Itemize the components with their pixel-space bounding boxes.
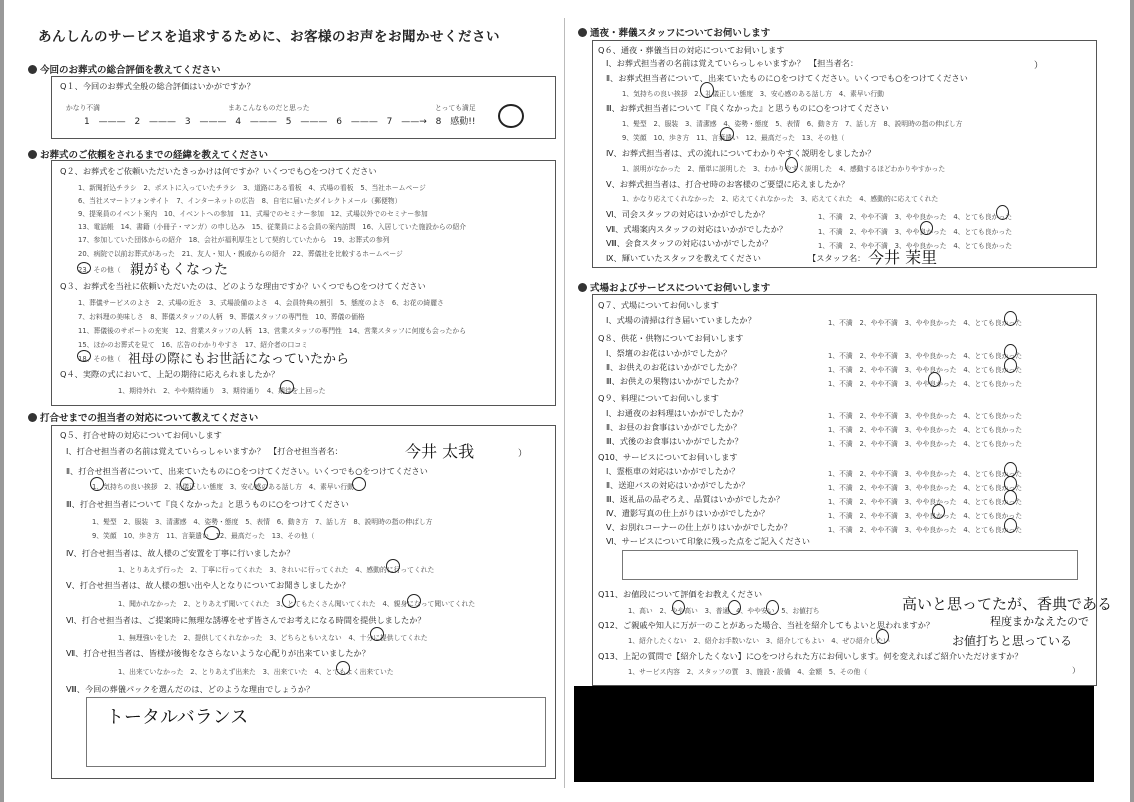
q6-ix-text: Ⅸ、輝いていたスタッフを教えてください [606,253,761,263]
q9-i-scale[interactable]: 1、不満 2、やや不満 3、やや良かった 4、とても良かった [828,412,1023,420]
q10-vi-answer-box[interactable] [622,550,1078,580]
q10-iii-text: Ⅲ、返礼品の品ぞろえ、品質はいかがでしたか？ [606,494,785,504]
q7-i-text: Ⅰ、式場の清掃は行き届いていましたか？ [606,315,756,325]
q8-i-circle [1004,344,1017,359]
q11-circle-3 [766,600,779,615]
q5-viii-text: Ⅷ、今回の葬儀パックを選んだのは、どのような理由でしょうか？ [66,684,315,694]
q7-i-scale[interactable]: 1、不満 2、やや不満 3、やや良かった 4、とても良かった [828,319,1023,327]
q6-iii-text: Ⅲ、お葬式担当者について『良くなかった』と思うものに○をつけてください [606,103,889,113]
section-request-label: お葬式のご依頼をされるまでの経緯を教えてください [40,150,269,161]
q10-v-text: Ⅴ、お別れコーナーの仕上がりはいかがでしたか？ [606,522,792,532]
q13-options[interactable]: 1、サービス内容 2、スタッフの質 3、施設・設備 4、金額 5、その他（ [628,668,868,676]
q6-viii-text: Ⅷ、会食スタッフの対応はいかがでしたか？ [606,238,773,248]
q6-iv-circle [785,157,798,173]
q1-answer-circle [498,104,524,128]
q9-i-text: Ⅰ、お通夜のお料理はいかがでしたか？ [606,408,748,418]
q10-text: Q10、サービスについてお伺いします [598,452,738,462]
q10-ii-scale[interactable]: 1、不満 2、やや不満 3、やや良かった 4、とても良かった [828,484,1023,492]
q2-options-1[interactable]: 1、新聞折込チラシ 2、ポストに入っていたチラシ 3、道路にある看板 4、式場の看板 5、当社ホームページ [78,184,426,192]
q7-text: Q７、式場についてお伺いします [598,300,719,310]
q6-ix-handwritten: 今井 茉里 [868,248,938,267]
section-request [28,147,268,161]
q5-iii-text: Ⅲ、打合せ担当者について『良くなかった』と思うものに○をつけてください [66,499,349,509]
q5-vi-options[interactable]: 1、無理強いをした 2、提供してくれなかった 3、どちらともいえない 4、十分に提供してくれた [118,634,428,642]
q5-iv-text: Ⅳ、打合せ担当者は、故人様のご安置を丁寧に行いましたか？ [66,548,295,558]
q4-text: Q４、実際の式において、上記の期待に応えられましたか？ [60,369,280,379]
q6-vii-circle [920,221,933,235]
q13-close: ） [1072,666,1080,675]
q2-options-2[interactable]: 6、当社スマートフォンサイト 7、インターネットの広告 8、自宅に届いたダイレクトメール（郵便物） [78,197,402,205]
q6-text: Q６、通夜・葬儀当日の対応についてお伺いします [598,45,785,55]
bullet-icon [28,150,37,159]
q8-i-text: Ⅰ、祭壇のお花はいかがでしたか？ [606,348,732,358]
q5-vii-text: Ⅶ、打合せ担当者は、皆様が後悔をなさらないような心配りが出来ていましたか？ [66,648,370,658]
q5-vii-options[interactable]: 1、出来ていなかった 2、とりあえず出来た 3、出来ていた 4、とてもよく出来ていた [118,668,394,676]
q11-options[interactable]: 1、高い 2、やや高い 3、普通 4、やや安い 5、お値打ち [628,607,820,615]
q9-iii-scale[interactable]: 1、不満 2、やや不満 3、やや良かった 4、とても良かった [828,440,1023,448]
q5-iii-circle [204,526,220,540]
q5-iv-options[interactable]: 1、とりあえず行った 2、丁寧に行ってくれた 3、きれいに行ってくれた 4、感動的に行ってくれた [118,566,435,574]
q8-ii-text: Ⅱ、お供えのお花はいかがでしたか？ [606,362,742,372]
section-staff-label: 通夜・葬儀スタッフについてお伺いします [590,28,771,39]
q13-text: Q13、上記の質問で【紹介したくない】に○をつけられた方にお伺いします。何を変えればご紹介いただけますか？ [598,651,1023,661]
q1-scale-mid: まあこんなものだと思った [228,104,310,112]
q5-v-options[interactable]: 1、聞かれなかった 2、とりあえず聞いてくれた 3、とてもたくさん聞いてくれた 4、親身になって聞いてくれた [118,600,476,608]
q5-ii-options[interactable]: 1、気持ちの良い挨拶 2、礼儀正しい態度 3、安心感のある話し方 4、素早い行動 [92,483,354,491]
q1-scale-high: とっても満足 [435,104,476,112]
q5-vi-text: Ⅵ、打合せ担当者は、ご提案時に無理な誘導をせず皆さんでお考えになる時間を提供しましたか？ [66,615,426,625]
q5-ii-text: Ⅱ、打合せ担当者について、出来ていたものに○をつけてください。いくつでも○をつけてください [66,466,428,476]
section-overall [28,62,221,76]
q8-text: Q８、供花・供物についてお伺いします [598,333,744,343]
scan-edge-left [0,0,4,802]
q2-options-3[interactable]: 9、提案員のイベント案内 10、イベントへの参加 11、式場でのセミナー参加 12、式場以外でのセミナー参加 [78,210,428,218]
q2-answer-circle [77,262,91,274]
section-venue-label: 式場およびサービスについてお伺いします [590,283,771,294]
q10-iv-text: Ⅳ、遺影写真の仕上がりはいかがでしたか？ [606,508,770,518]
q12-circle [876,629,889,644]
q6-ii-text: Ⅱ、お葬式担当者について、出来ていたものに○をつけてください。いくつでも○をつけてください [606,73,968,83]
section-staff [578,25,770,39]
q11-text: Q11、お値段について評価をお教えください [598,589,763,599]
q6-vii-scale[interactable]: 1、不満 2、やや不満 3、やや良かった 4、とても良かった [818,228,1013,236]
q8-i-scale[interactable]: 1、不満 2、やや不満 3、やや良かった 4、とても良かった [828,352,1023,360]
bullet-icon [578,28,587,37]
q5-iv-circle [386,559,400,573]
q1-text: Q１、今回のお葬式全般の総合評価はいかがですか？ [60,81,255,91]
q6-vii-text: Ⅶ、式場案内スタッフの対応はいかがでしたか？ [606,224,788,234]
q6-vi-scale[interactable]: 1、不満 2、やや不満 3、やや良かった 4、とても良かった [818,213,1013,221]
q10-i-scale[interactable]: 1、不満 2、やや不満 3、やや良かった 4、とても良かった [828,470,1023,478]
q12-handwritten-1: 程度まかなえたので [990,615,1089,628]
q5-iii-options-2[interactable]: 9、笑顔 10、歩き方 11、言葉遣い 12、最高だった 13、その他（ [92,532,315,540]
q8-iii-text: Ⅲ、お供えの果物はいかがでしたか？ [606,376,743,386]
q10-iv-scale[interactable]: 1、不満 2、やや不満 3、やや良かった 4、とても良かった [828,512,1023,520]
q6-iii-options-1[interactable]: 1、髪型 2、服装 3、清潔感 4、姿勢・態度 5、表情 6、動き方 7、話し方 8、説明時の指の伸ばし方 [622,120,963,128]
q5-ii-circle-1 [90,477,104,491]
q6-ii-circle [700,82,714,98]
q9-text: Q９、料理についてお伺いします [598,393,719,403]
q5-v-circle-1 [282,594,296,608]
q5-ii-circle-4 [352,477,366,491]
q6-ii-options[interactable]: 1、気持ちの良い挨拶 2、礼儀正しい態度 3、安心感のある話し方 4、素早い行動 [622,90,884,98]
q5-i-close: ） [518,449,528,459]
q5-vi-circle [370,627,384,641]
section-venue [578,280,770,294]
q10-i-circle [1004,462,1017,477]
q4-answer-circle [280,380,294,394]
q10-ii-circle [1004,476,1017,491]
q10-ii-text: Ⅱ、送迎バスの対応はいかがでしたか？ [606,480,750,490]
q2-options-5[interactable]: 17、参加していた団体からの紹介 18、会社が福利厚生として契約していたから 19、お葬式の参列 [78,236,390,244]
q8-ii-circle [1004,358,1017,373]
q1-scale[interactable]: 1 ——— 2 ——— 3 ——— 4 ——— 5 ——— 6 ——— 7 ——→ 8 感動!! [84,117,476,127]
bullet-icon [28,413,37,422]
q8-iii-scale[interactable]: 1、不満 2、やや不満 3、やや良かった 4、とても良かった [828,380,1023,388]
q6-i-text: Ⅰ、お葬式担当者の名前は覚えていらっしゃいますか？ 【担当者名： [606,58,859,68]
section-planner [28,410,258,424]
q5-ii-circle-2 [180,477,194,491]
q5-v-circle-2 [407,594,421,608]
q10-iii-circle [1004,490,1017,505]
section-planner-label: 打合せまでの担当者の対応について教えてください [40,413,259,424]
section-overall-label: 今回のお葬式の総合評価を教えてください [40,65,221,76]
q3-options-3[interactable]: 11、葬儀後のサポートの充実 12、営業スタッフの人柄 13、営業スタッフの専門性 14、営業スタッフに何度も会ったから [78,327,467,335]
q6-iv-options[interactable]: 1、説明がなかった 2、簡単に説明した 3、わかりやすく説明した 4、感動するほどわかりやすかった [622,165,946,173]
bullet-icon [28,65,37,74]
q6-iii-options-2[interactable]: 9、笑顔 10、歩き方 11、言葉遣い 12、最高だった 13、その他（ [622,134,845,142]
q5-ii-circle-3 [254,477,268,491]
q6-i-close: ） [1034,61,1044,71]
q11-handwritten: 高いと思ってたが、香典である [902,595,1113,613]
q5-iii-options-1[interactable]: 1、髪型 2、服装 3、清潔感 4、姿勢・態度 5、表情 6、動き方 7、話し方 8、説明時の指の伸ばし方 [92,518,433,526]
q2-text: Q２、お葬式をご依頼いただいたきっかけは何ですか？いくつでも○をつけてください [60,166,377,176]
scan-edge-right [1130,0,1134,802]
q2-options-4[interactable]: 13、電話帳 14、書籍（小冊子・マンガ）の申し込み 15、従業員による会員の案内訪問 16、入居していた施設からの紹介 [78,223,467,231]
q12-handwritten-2: お値打ちと思っている [952,634,1073,648]
q11-circle-2 [728,600,741,615]
q10-v-circle [1004,518,1017,533]
q5-text: Q５、打合せ時の対応についてお伺いします [60,430,222,440]
q10-iv-circle [932,504,945,519]
q10-iii-scale[interactable]: 1、不満 2、やや不満 3、やや良かった 4、とても良かった [828,498,1023,506]
q8-iii-circle [928,372,941,387]
redaction-block [574,686,1094,782]
q5-viii-handwritten: トータルバランス [106,707,249,728]
q6-iv-text: Ⅳ、お葬式担当者は、式の流れについてわかりやすく説明をしましたか？ [606,148,876,158]
q2-handwritten: 親がもくなった [130,262,228,278]
q5-v-text: Ⅴ、打合せ担当者は、故人様の想い出や人となりについてお聞きしましたか？ [66,580,350,590]
q1-scale-low: かなり不満 [66,104,100,112]
q3-handwritten: 祖母の際にもお世話になっていたから [128,352,350,367]
page-divider [564,18,565,788]
q4-options[interactable]: 1、期待外れ 2、やや期待通り 3、期待通り 4、期待を上回った [118,387,326,395]
q7-i-circle [1004,311,1017,326]
q10-vi-text: Ⅵ、サービスについて印象に残った点をご記入ください [606,536,810,546]
q9-iii-text: Ⅲ、式後のお食事はいかがでしたか？ [606,436,743,446]
q6-v-options[interactable]: 1、かなり応えてくれなかった 2、応えてくれなかった 3、応えてくれた 4、感動的に応えてくれた [622,195,939,203]
q6-vi-circle [996,205,1009,220]
q9-ii-text: Ⅱ、お昼のお食事はいかがでしたか？ [606,422,742,432]
q3-other-label: 18、その他（ [78,355,121,363]
q3-answer-circle [77,350,91,362]
q8-ii-scale[interactable]: 1、不満 2、やや不満 3、やや良かった 4、とても良かった [828,366,1023,374]
q2-options-6[interactable]: 20、病院で以前お葬式があった 21、友人・知人・親戚からの紹介 22、葬儀社を比較するホームページ [78,250,403,258]
q3-options-2[interactable]: 7、お料理の美味しさ 8、葬儀スタッフの人柄 9、葬儀スタッフの専門性 10、葬儀の価格 [78,313,365,321]
q5-vii-circle [336,661,350,675]
q6-iii-circle [720,127,734,141]
q6-ix-label: 【スタッフ名： [808,253,866,263]
q2-other-label: 23、その他（ [78,266,121,274]
q5-i-handwritten: 今井 太我 [405,442,475,461]
q9-ii-scale[interactable]: 1、不満 2、やや不満 3、やや良かった 4、とても良かった [828,426,1023,434]
q3-options-1[interactable]: 1、葬儀サービスのよさ 2、式場の近さ 3、式場設備のよさ 4、会員特典の割引 5、態度のよさ 6、お花の綺麗さ [78,299,444,307]
bullet-icon [578,283,587,292]
q3-text: Q３、お葬式を当社に依頼いただいたのは、どのような理由ですか？いくつでも○をつけてください [60,281,426,291]
q11-circle-1 [672,600,685,615]
q5-i-text: Ⅰ、打合せ担当者の名前は覚えていらっしゃいますか？ 【打合せ担当者名： [66,446,343,456]
q6-v-text: Ⅴ、お葬式担当者は、打合せ時のお客様のご要望に応えましたか？ [606,179,850,189]
q12-text: Q12、ご親戚や知人に万が一のことがあった場合、当社を紹介してもよいと思われますか？ [598,620,935,630]
q10-i-text: Ⅰ、霊柩車の対応はいかがでしたか？ [606,466,740,476]
survey-title: あんしんのサービスを追求するために、お客様のお声をお聞かせください [38,29,500,45]
q3-options-4[interactable]: 15、ほかのお葬式を見て 16、広告のわかりやすさ 17、紹介者の口コミ [78,341,308,349]
q6-vi-text: Ⅵ、司会スタッフの対応はいかがでしたか？ [606,209,770,219]
q10-v-scale[interactable]: 1、不満 2、やや不満 3、やや良かった 4、とても良かった [828,526,1023,534]
q6-viii-scale[interactable]: 1、不満 2、やや不満 3、やや良かった 4、とても良かった [818,242,1013,250]
q12-options[interactable]: 1、紹介したくない 2、紹介お手数いない 3、紹介してもよい 4、ぜひ紹介したい [628,637,890,645]
